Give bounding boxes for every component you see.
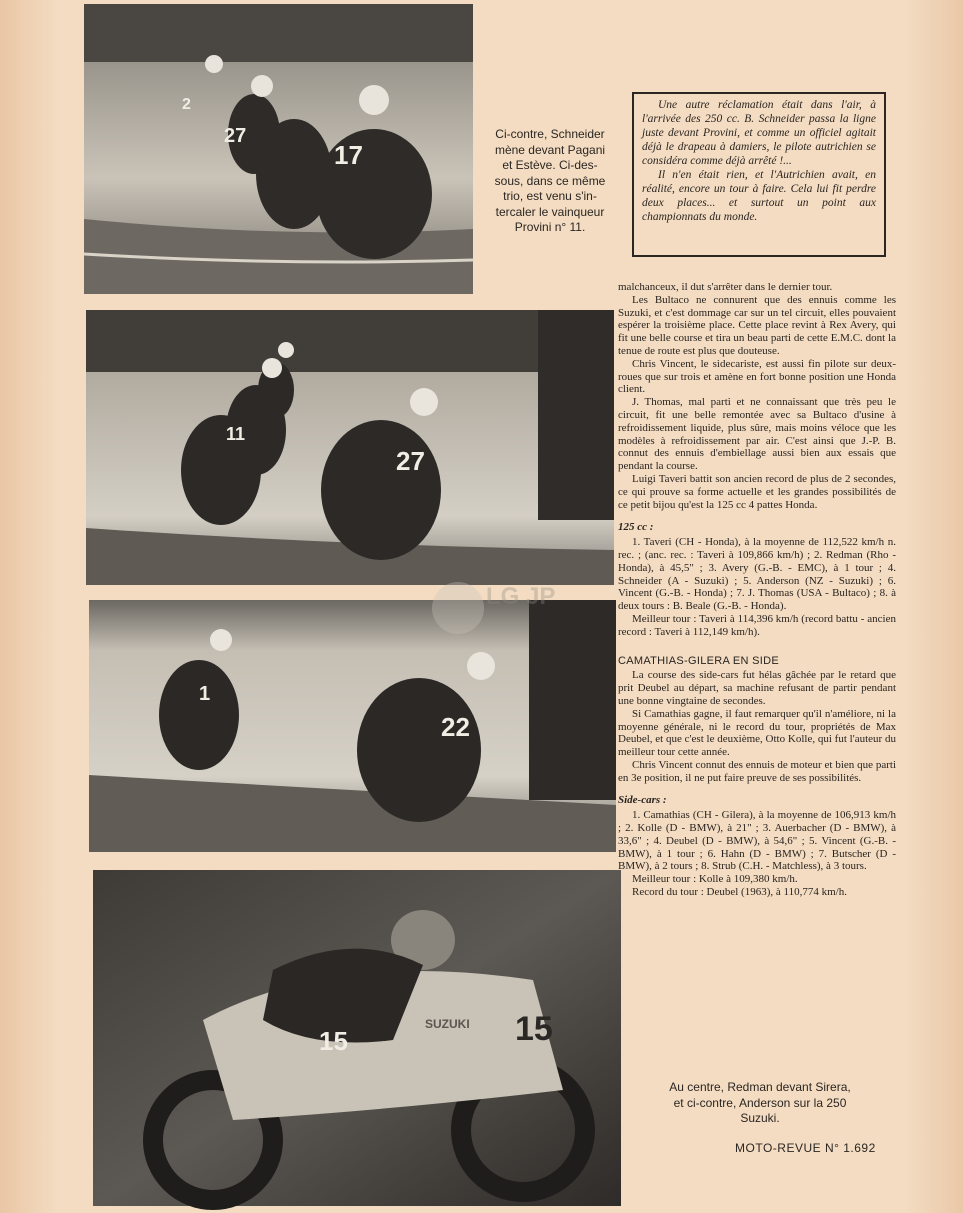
race-number: 27 [396, 446, 425, 476]
article-paragraph: La course des side-cars fut hélas gâchée par le retard que prit Deubel au départ, sa machine refusant de partir pendant une bonne vingtaine de secondes. [618, 669, 896, 707]
watermark-logo [418, 568, 556, 648]
article-paragraph: Chris Vincent, le sidecariste, est aussi fin pilote sur deux-roues que sur trois et amène en fort bonne position une Honda client. [618, 357, 896, 396]
results-125: 1. Taveri (CH - Honda), à la moyenne de 112,522 km/h n. rec. ; (anc. rec. : Taveri à 109,866 km/h) ; 2. Redman (Rho - Honda), à 45,5" ; 3. Avery (G.-B. - EMC), à 1 tour ; 4. Schneider (A - Suzuki) ; 5. Anderson (NZ - Suzuki) ; 6. Vincent (G.-B. - Honda) ; 7. J. Thomas (USA - Bultaco) ; 8. à deux tours : B. Beale (G.-B. - Honda). [618, 536, 896, 613]
article-paragraph: Chris Vincent connut des ennuis de moteur et bien que parti en 3e position, il ne put faire preuve de ses possibilités. [618, 758, 896, 784]
caption-bottom: Au centre, Redman devant Sirera, et ci-contre, Anderson sur la 250 Suzuki. [669, 1080, 851, 1125]
article-paragraph: malchanceux, il dut s'arrêter dans le dernier tour. [618, 281, 833, 293]
photo-2-image [86, 310, 614, 585]
article-paragraph: Si Camathias gagne, il faut remarquer qu'il n'améliore, ni la moyenne générale, ni le record du tour, propriétés de Max Deubel, et que c'est le deuxième, Otto Kolle, qui fut l'auteur du meilleur tour cette année. [618, 707, 896, 759]
race-number: 15 [515, 1010, 553, 1048]
photo-trio-provini [86, 310, 614, 585]
results-heading-sidecars: Side-cars : [618, 794, 667, 807]
best-lap-125: Meilleur tour : Taveri à 114,396 km/h (record battu - ancien record : Taveri à 112,149 km/h). [618, 612, 896, 638]
section-heading-sidecar: CAMATHIAS-GILERA EN SIDE [618, 654, 780, 667]
brand-logo-text: SUZUKI [425, 1017, 470, 1031]
race-number: 17 [334, 140, 363, 170]
article-paragraph: Les Bultaco ne connurent que des ennuis comme les Suzuki, et c'est dommage car sur un tel circuit, elles pouvaient espérer la troisième place. Cette place revint à Rex Avery, qui fit une belle course et tira un beau parti de cette E.M.C. dont la tenue de route est plus que douteuse. [618, 293, 896, 357]
race-number: 15 [319, 1026, 348, 1056]
results-sidecars: 1. Camathias (CH - Gilera), à la moyenne de 106,913 km/h ; 2. Kolle (D - BMW), à 21" ; 3. Auerbacher (D - BMW), à 33,6" ; 4. Deubel (D - BMW), à 54,6" ; 5. Vincent (G.-B. - BMW), à 1 tour ; 6. Hahn (D - BMW) ; 7. Butscher (D - BMW), à 2 tours ; 8. Strub (C.H. - Matchless), à 3 tours. [618, 809, 896, 873]
race-number: 22 [441, 712, 470, 742]
lap-record-sidecars: Record du tour : Deubel (1963), à 110,774 km/h. [632, 886, 847, 899]
box-paragraph: Il n'en était rien, et l'Autrichien avait, en réalité, encore un tour à faire. Cela lui fit perdre deux places... et surtout un point aux championnats du monde. [642, 169, 876, 223]
best-lap-sidecars: Meilleur tour : Kolle à 109,380 km/h. [632, 873, 798, 886]
photo-schneider-pagani-esteve [84, 4, 473, 294]
results-heading-125: 125 cc : [618, 521, 654, 534]
photo-4-image [93, 870, 621, 1206]
caption-top: Ci-contre, Schneider mène devant Pagani et Estève. Ci-des- sous, dans ce même trio, est venu s'in- tercaler le vainqueur Provini n° 11. [494, 127, 606, 234]
race-number: 11 [226, 424, 246, 444]
article-column [618, 281, 896, 899]
race-number: 27 [224, 125, 247, 147]
watermark-text: LG JP [486, 583, 556, 610]
article-paragraph: J. Thomas, mal parti et ne connaissant que très peu le circuit, fit une belle remontée avec sa Bultaco d'usine à refroidissement liquide, plus sûre, mais moins véloce que les modèles à refroidissement par air. C'est ainsi que J.-P. B. connut des ennuis d'embiellage aussi bien aux essais que pendant la course. [618, 396, 896, 473]
sidebar-box [632, 92, 886, 257]
magazine-footer: MOTO-REVUE N° 1.692 [735, 1141, 876, 1155]
photo-1-image [84, 4, 473, 294]
race-number: 1 [199, 683, 211, 705]
photo-anderson-suzuki [93, 870, 621, 1206]
box-paragraph: Une autre réclamation était dans l'air, à l'arrivée des 250 cc. B. Schneider passa la ligne juste devant Provini, et comme un officiel agitait déjà le drapeau à damiers, le pilote autrichien se considéra comme déjà arrêté !... [642, 99, 876, 167]
article-paragraph: Luigi Taveri battit son ancien record de plus de 2 secondes, ce qui prouve sa forme actuelle et les grandes possibilités de ce petit bijou qu'est la 125 cc 4 pattes Honda. [618, 472, 896, 511]
race-number: 2 [182, 96, 191, 113]
